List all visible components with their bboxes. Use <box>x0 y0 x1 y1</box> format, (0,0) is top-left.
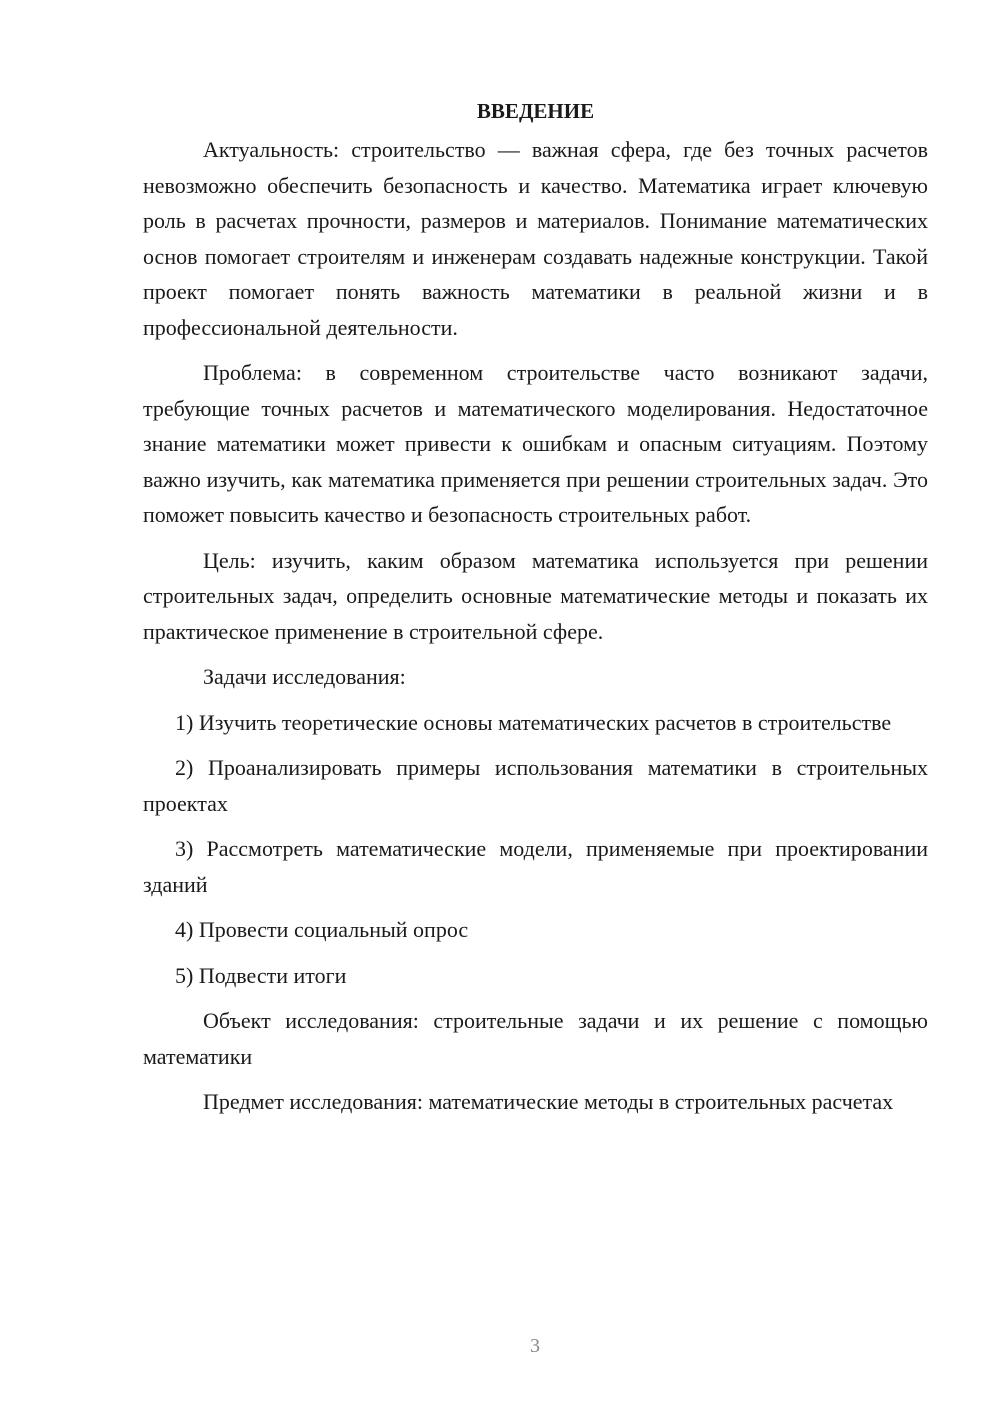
page-title: ВВЕДЕНИЕ <box>476 99 595 123</box>
task-item-4: 4) Провести социальный опрос <box>175 917 469 942</box>
paragraph-goal: Цель: изучить, каким образом математика используется при решении строительных задач, определить основные математические методы и показать их практическое применение в строительной сфере. <box>143 547 928 644</box>
task-item-1: 1) Изучить теоретические основы математических расчетов в строительстве <box>175 709 892 735</box>
paragraph-problem: Проблема: в современном строительстве часто возникают задачи, требующие точных расчетов и математического моделирования. Недостаточное знание математики может привести к ошибкам и опасным ситуациям. Поэтому важно изучить, как математика применяется при решении строительных задач. Это поможет повысить качество и безопасность строительных работ. <box>143 360 928 527</box>
paragraph-relevance: Актуальность: строительство — важная сфера, где без точных расчетов невозможно обеспечить безопасность и качество. Математика играет ключевую роль в расчетах прочности, размеров и материалов. Понимание математических основ помогает строителям и инженерам создавать надежные конструкции. Такой проект помогает понять важность математики в реальной жизни и в профессиональной деятельности. <box>143 137 928 340</box>
page-number: 3 <box>530 1335 540 1357</box>
page-body <box>143 96 928 1130</box>
tasks-heading: Задачи исследования: <box>203 664 406 689</box>
task-item-2: 2) Проанализировать примеры использования математики в строительных проектах <box>143 755 928 816</box>
task-item-3: 3) Рассмотреть математические модели, применяемые при проектировании зданий <box>143 836 928 897</box>
paragraph-subject: Предмет исследования: математические методы в строительных расчетах <box>203 1089 894 1114</box>
paragraph-object: Объект исследования: строительные задачи и их решение с помощью математики <box>143 1008 928 1069</box>
task-item-5: 5) Подвести итоги <box>175 962 347 988</box>
